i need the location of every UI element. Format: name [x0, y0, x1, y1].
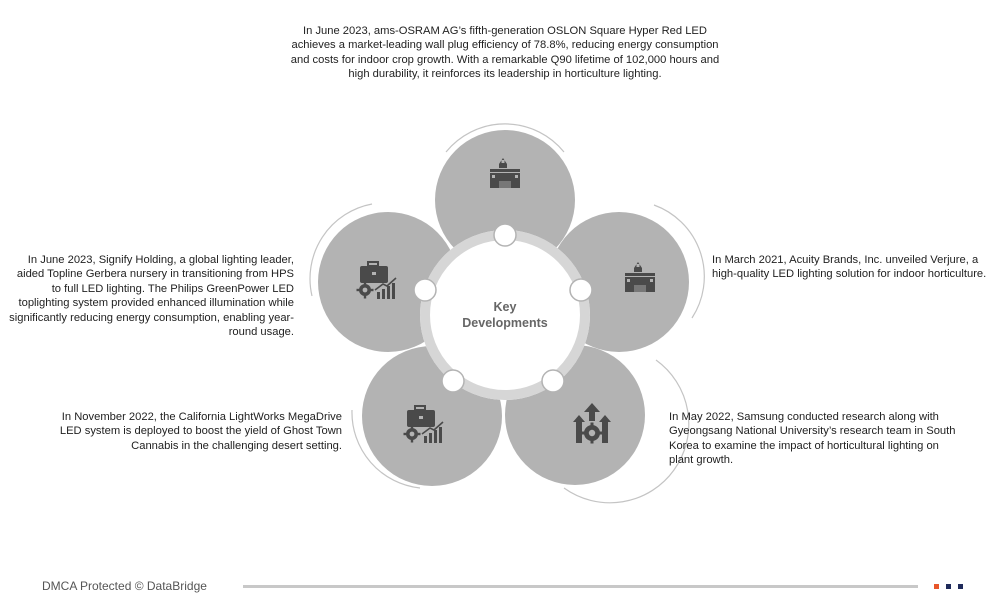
footer-dot-navy	[958, 584, 963, 589]
footer-copyright: DMCA Protected © DataBridge	[42, 579, 207, 593]
development-text-right-upper: In March 2021, Acuity Brands, Inc. unveiled Verjure, a high-quality LED lighting solution for indoor horticulture.	[712, 254, 987, 281]
footer-dot-navy	[946, 584, 951, 589]
center-label-line1: Key	[493, 300, 517, 314]
development-text-left-upper: In June 2023, Signify Holding, a global lighting leader, aided Topline Gerbera nursery in transitioning from HPS to full LED lighting. The Philips GreenPower LED toplighting system provided enhanced illumination while significantly reducing energy consumption, enabling year-round usage.	[9, 254, 294, 339]
footer-dot-orange	[934, 584, 939, 589]
development-text-right-lower: In May 2022, Samsung conducted research along with Gyeongsang National University’s research team in South Korea to examine the impact of horticultural lighting on plant growth.	[669, 411, 956, 467]
footer-divider	[243, 585, 918, 588]
node-top	[494, 224, 516, 246]
node-left-upper	[414, 279, 436, 301]
development-text-left-lower: In November 2022, the California LightWorks MegaDrive LED system is deployed to boost the yield of Ghost Town Cannabis in the challenging desert setting.	[59, 411, 342, 452]
center-label-line2: Developments	[462, 316, 548, 330]
development-text-top: In June 2023, ams-OSRAM AG’s fifth-generation OSLON Square Hyper Red LED achieves a market-leading wall plug efficiency of 78.8%, reducing energy consumption and costs for indoor crop growth. With a remarkable Q90 lifetime of 102,000 hours and high durability, it reinforces its leadership in horticulture lighting.	[290, 25, 720, 81]
node-right-lower	[542, 370, 564, 392]
node-right-upper	[570, 279, 592, 301]
node-left-lower	[442, 370, 464, 392]
